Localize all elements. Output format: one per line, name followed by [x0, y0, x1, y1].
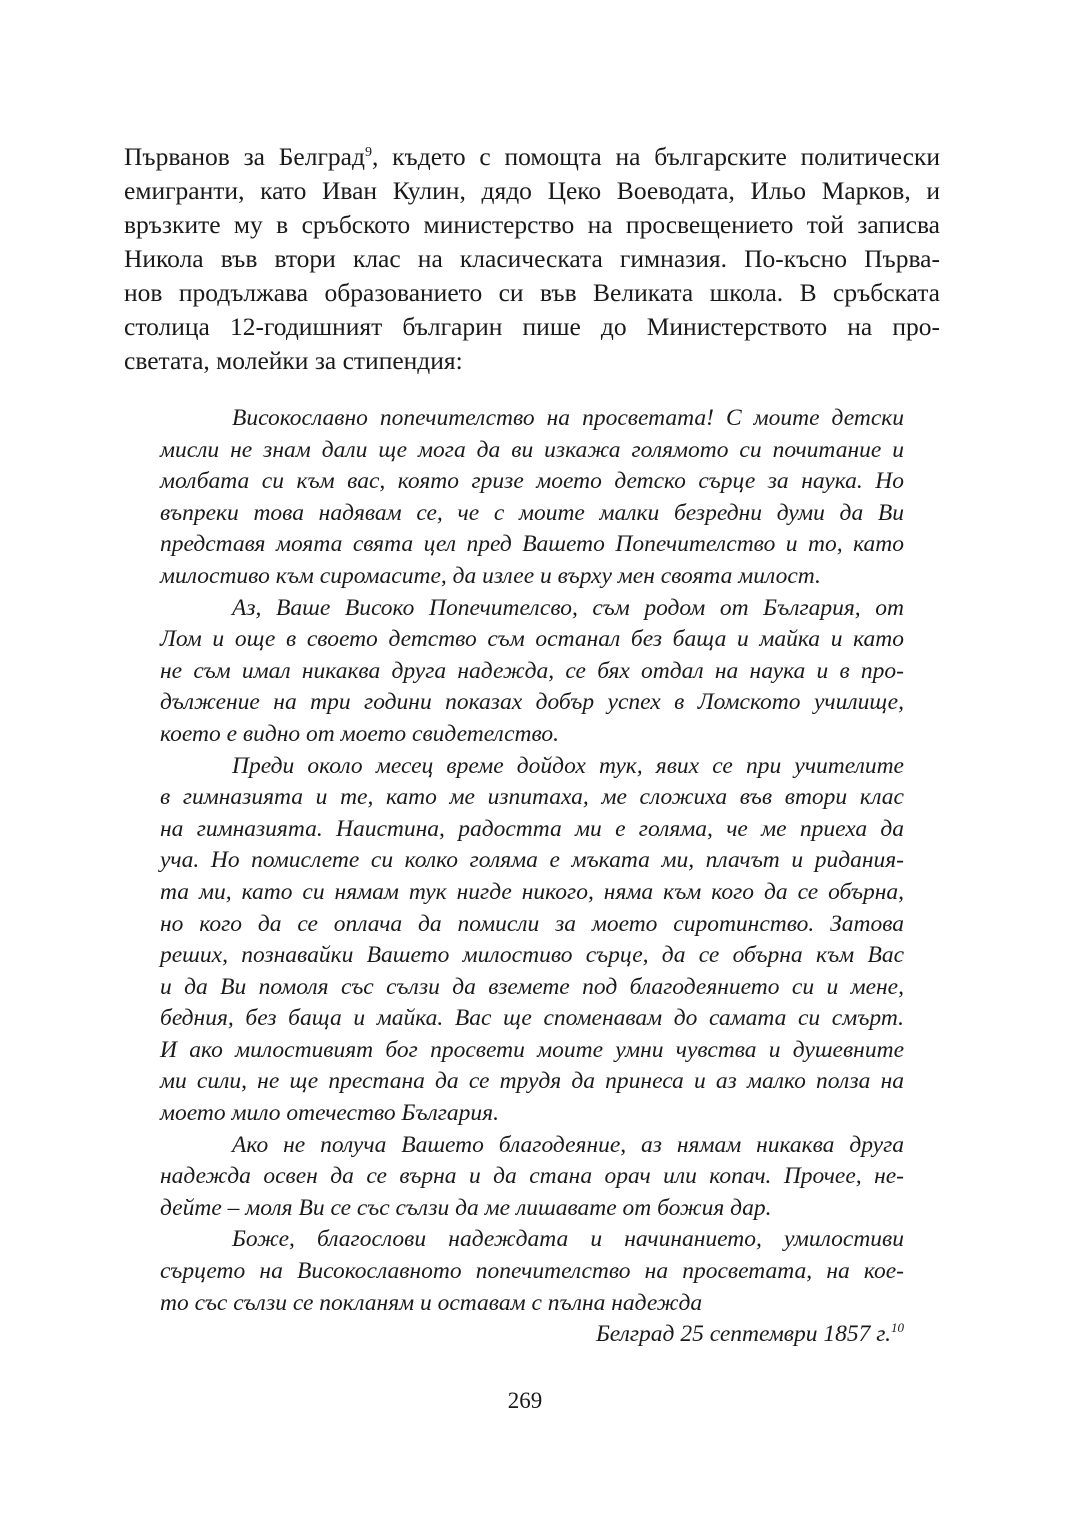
letter-line: уча. Но помислете си колко голяма е мъката ми, плачът и ридания- [160, 847, 904, 874]
letter-line: та ми, като си нямам тук нигде никого, няма към кого да се обърна, [160, 878, 904, 905]
letter-line: то със сълзи се покланям и оставам с пълна надежда [160, 1289, 703, 1316]
letter-line: и да Ви помоля със сълзи да вземете под благодеянието си и мене, [160, 973, 904, 1000]
letter-line: Боже, благослови надеждата и начинанието, умилостиви [232, 1226, 904, 1253]
letter-line: не съм имал никаква друга надежда, се бях отдал на наука и в про- [160, 657, 904, 684]
letter-line: Лом и още в своето детство съм останал без баща и майка и като [160, 626, 904, 653]
page-number: 269 [507, 1388, 543, 1413]
letter-line: молбата си към вас, която гризе моето детско сърце за наука. Но [160, 468, 904, 495]
footnote-ref: 9 [364, 144, 372, 160]
letter-line: Аз, Ваше Високо Попечителсво, съм родом от България, от [232, 594, 904, 621]
letter-line: Високославно попечителство на просветата! С моите детски [232, 405, 904, 431]
letter-line: дейте – моля Ви се със сълзи да ме лишавате от божия дар. [160, 1194, 772, 1221]
letter-line: Ако не получа Вашето благодеяние, аз нямам никаква друга [232, 1131, 904, 1158]
letter-line: сърцето на Високославното попечителство на просветата, на кое- [160, 1258, 904, 1285]
intro-line: светата, молейки за стипендия: [124, 346, 463, 375]
letter-line: бедния, без баща и майка. Вас ще споменавам до самата си смърт. [160, 1005, 904, 1032]
letter-line: надежда освен да се върна и да стана орач или копач. Прочее, не- [160, 1163, 904, 1190]
letter-line: ми сили, не ще престана да се трудя да принеса и аз малко полза на [160, 1068, 904, 1095]
intro-line: Първанов за Белград$^9$, където с помощта на българските политически [124, 142, 940, 171]
intro-line: емигранти, като Иван Кулин, дядо Цеко Воеводата, Ильо Марков, и [124, 176, 940, 205]
letter-line: Преди около месец време дойдох тук, явих се при учителите [232, 752, 904, 779]
letter-line: в гимназията и те, като ме изпитаха, ме сложиха във втори клас [160, 784, 904, 811]
letter-line: мисли не знам дали ще мога да ви изкажа голямото си почитание и [160, 436, 904, 463]
letter-line: въпреки това надявам се, че с моите малки безредни думи да Ви [160, 499, 904, 526]
intro-line: нов продължава образованието си във Великата школа. В сръбската [124, 278, 940, 307]
letter-line: на гимназията. Наистина, радостта ми е голяма, че ме приеха да [160, 815, 904, 842]
letter-line: което е видно от моето свидетелство. [160, 720, 559, 747]
letter-line: дължение на три години показах добър успех в Ломското училище, [160, 689, 904, 716]
letter-line: реших, познавайки Вашето милостиво сърце, да се обърна към Вас [160, 942, 904, 969]
intro-line: Никола във втори клас на класическата гимназия. По-късно Първа- [124, 244, 940, 273]
letter-line: но кого да се оплача да помисли за моето сиротинство. Затова [160, 910, 904, 937]
intro-line: столица 12-годишният българин пише до Министерството на про- [124, 312, 940, 341]
letter-signature-line: Белград 25 септември 1857 г.$^{10}$ [595, 1320, 904, 1348]
footnote-ref: 10 [891, 1320, 904, 1336]
letter-line: И ако милостивият бог просвети моите умни чувства и душевните [160, 1036, 904, 1063]
letter-quote [160, 403, 904, 1351]
letter-line: представя моята свята цел пред Вашето Попечителство и то, като [160, 531, 904, 558]
letter-line: моето мило отечество България. [160, 1100, 499, 1127]
letter-line: милостиво към сиромасите, да излее и върху мен своята милост. [160, 562, 821, 589]
intro-paragraph [124, 140, 940, 378]
intro-line: връзките му в сръбското министерство на просвещението той записва [124, 210, 940, 239]
